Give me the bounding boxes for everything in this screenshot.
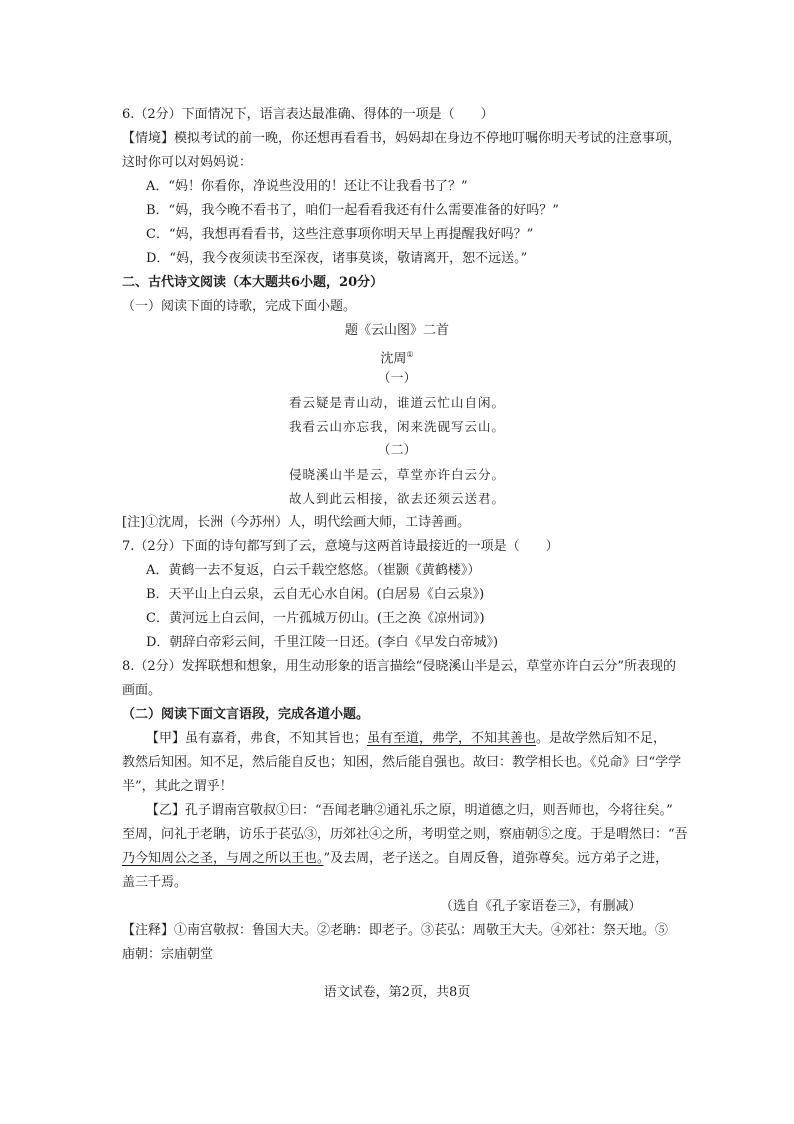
poem-part2-line1: 侵晓溪山半是云，草堂亦许白云分。 <box>288 467 505 482</box>
jia-underlined-sentence: 虽有至道，弗学，不知其善也 <box>367 731 537 746</box>
poem-author-note-mark: ① <box>406 350 414 359</box>
q6-situation-line2: 这时你可以对妈妈说： <box>122 155 253 170</box>
part2-intro: （二）阅读下面文言语段，完成各道小题。 <box>122 707 370 722</box>
q8-line1: 8.（2分）发挥联想和想象，用生动形象的语言描绘“侵晓溪山半是云，草堂亦许白云分”所表现的 <box>122 659 676 674</box>
poem-part1-line2: 我看云山亦忘我，闲来洗砚写云山。 <box>288 419 505 434</box>
q6-option-b: B．“妈，我今晚不看书了，咱们一起看看我还有什么需要准备的好吗？” <box>146 203 559 218</box>
yi-line3-b: ”及去周，老子送之。自周反鲁，道弥尊矣。远方弟子之进， <box>323 851 669 866</box>
yi-line1: 【乙】孔子谓南宫敬叔①曰：“吾闻老聃②通礼乐之原，明道德之归，则吾师也，今将往矣。” <box>146 803 673 818</box>
q6-option-d: D．“妈，我今夜须读书至深夜，诸事莫谈，敬请离开，恕不远送。” <box>146 251 528 266</box>
q7-option-c: C．黄河远上白云间，一片孤城万仞山。(王之涣《凉州词》) <box>146 611 485 626</box>
q6-option-a: A．“妈！你看你，净说些没用的！还让不让我看书了？” <box>146 179 468 194</box>
poem-title: 题《云山图》二首 <box>344 323 449 338</box>
part1-intro: （一）阅读下面的诗歌，完成下面小题。 <box>122 299 357 314</box>
source-citation: （选自《孔子家语卷三》，有删减） <box>440 899 642 914</box>
q8-line2: 画面。 <box>122 683 162 698</box>
q6-situation-line1: 【情境】模拟考试的前一晚，你还想再看看书，妈妈却在身边不停地叮嘱你明天考试的注意事项， <box>122 131 682 146</box>
poem-part2-line2: 故人到此云相接，欲去还须云送君。 <box>288 491 505 506</box>
poem-author: 沈周 <box>380 351 407 367</box>
jia-line1-b: 。是故学然后知不足， <box>536 731 667 746</box>
q7-stem: 7.（2分）下面的诗句都写到了云，意境与这两首诗最接近的一项是（ ） <box>122 539 559 554</box>
yi-line4: 盖三千焉。 <box>122 875 188 890</box>
yi-line3 <box>122 850 668 868</box>
notes-line1: 【注释】①南宫敬叔：鲁国大夫。②老聃：即老子。③苌弘：周敬王大夫。④郊社：祭天地。⑤ <box>122 923 669 938</box>
jia-line2: 教然后知困。知不足，然后能自反也；知困，然后能自强也。故曰：教学相长也。《兑命》曰“学学 <box>122 755 682 770</box>
yi-line2: 至周，问礼于老聃，访乐于苌弘③，历郊社④之所，考明堂之则，察庙朝⑤之度。于是喟然曰：“吾 <box>122 827 688 842</box>
q7-option-a: A．黄鹤一去不复返，白云千载空悠悠。（崔颢《黄鹤楼》） <box>146 563 481 578</box>
q7-option-b: B．天平山上白云泉，云自无心水自闲。(白居易《白云泉》) <box>146 587 485 602</box>
notes-line2: 庙朝：宗庙朝堂 <box>122 947 214 962</box>
page-footer: 语文试卷，第2页，共8页 <box>323 985 471 1000</box>
poem-part1-label: （一） <box>377 371 417 386</box>
yi-underlined-sentence: 乃今知周公之圣，与周之所以王也。 <box>122 851 324 866</box>
jia-line1 <box>146 730 666 748</box>
section2-heading: 二、古代诗文阅读（本大题共6小题，20分） <box>122 275 384 290</box>
q6-option-c: C．“妈，我想再看看书，这些注意事项你明天早上再提醒我好吗？” <box>146 227 534 242</box>
q6-stem: 6.（2分）下面情况下，语言表达最准确、得体的一项是（ ） <box>122 107 494 122</box>
poem-part2-label: （二） <box>377 443 417 458</box>
q7-option-d: D．朝辞白帝彩云间，千里江陵一日还。(李白《早发白帝城》) <box>146 635 499 650</box>
jia-line1-a: 【甲】虽有嘉肴，弗食，不知其旨也； <box>146 731 368 746</box>
poem-part1-line1: 看云疑是青山动，谁道云忙山自闲。 <box>288 395 505 410</box>
jia-line3: 半”，其此之谓乎！ <box>122 779 233 794</box>
poem-author-line <box>0 346 794 368</box>
poem-note: [注]①沈周，长洲（今苏州）人，明代绘画大师，工诗善画。 <box>122 515 471 530</box>
